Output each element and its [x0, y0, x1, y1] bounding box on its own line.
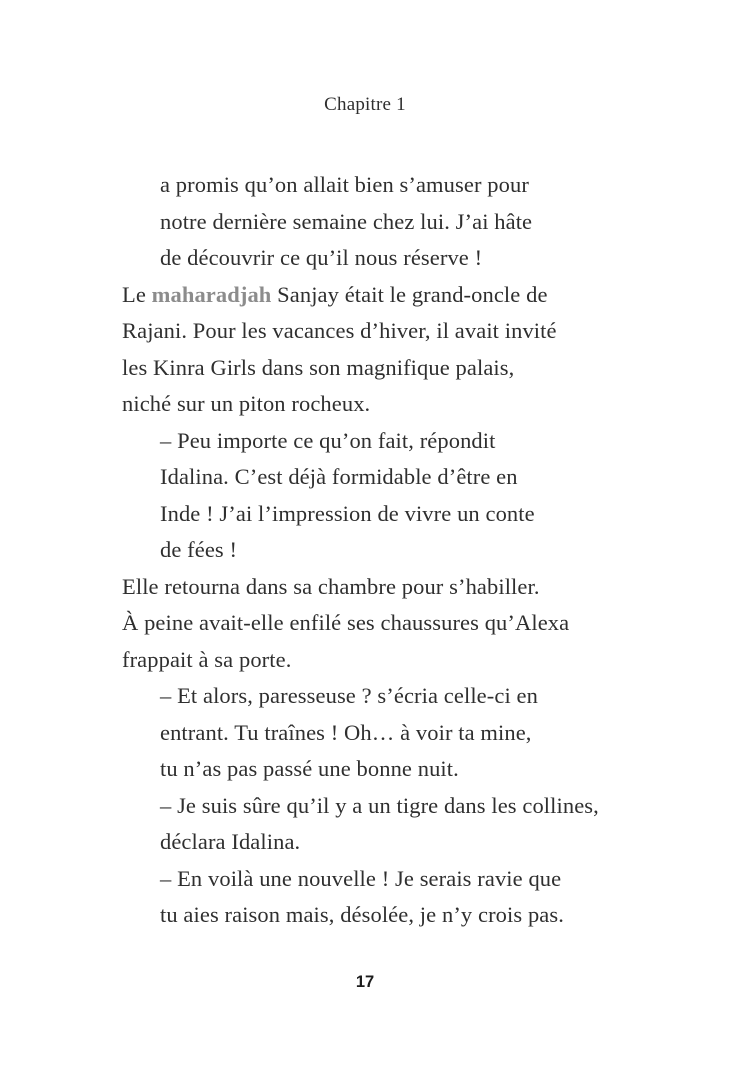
text-segment: Sanjay était le grand-oncle de [271, 281, 548, 307]
text-line: déclara Idalina. [160, 829, 301, 854]
body-text [122, 167, 642, 934]
text-segment: Le [122, 281, 152, 307]
text-line: a promis qu’on allait bien s’amuser pour [160, 172, 529, 197]
text-line: niché sur un piton rocheux. [122, 391, 371, 416]
text-line: frappait à sa porte. [122, 646, 292, 672]
text-line: Elle retourna dans sa chambre pour s’habiller. [122, 573, 540, 599]
text-line: – Je suis sûre qu’il y a un tigre dans les collines, [160, 792, 599, 818]
accent-word-maharadjah: maharadjah [151, 281, 272, 307]
text-line-with-accent [122, 277, 642, 314]
text-line: Rajani. Pour les vacances d’hiver, il avait invité [122, 318, 557, 343]
text-line: de découvrir ce qu’il nous réserve ! [160, 245, 483, 270]
text-line: tu n’as pas passé une bonne nuit. [160, 756, 459, 781]
text-line: Idalina. C’est déjà formidable d’être en [160, 464, 518, 489]
text-line: notre dernière semaine chez lui. J’ai hâte [160, 208, 533, 234]
text-line: de fées ! [160, 537, 238, 562]
page-number: 17 [355, 973, 375, 991]
text-line: – En voilà une nouvelle ! Je serais ravie que [160, 865, 562, 891]
text-line: – Peu importe ce qu’on fait, répondit [160, 427, 496, 453]
text-line: tu aies raison mais, désolée, je n’y crois pas. [160, 902, 564, 927]
text-line: les Kinra Girls dans son magnifique palais, [122, 354, 515, 380]
text-line: entrant. Tu traînes ! Oh… à voir ta mine, [160, 719, 532, 745]
text-line: À peine avait-elle enfilé ses chaussures qu’Alexa [122, 610, 570, 635]
text-line: Inde ! J’ai l’impression de vivre un conte [160, 500, 535, 526]
text-line: – Et alors, paresseuse ? s’écria celle-ci en [160, 683, 538, 708]
chapter-heading: Chapitre 1 [324, 94, 406, 115]
